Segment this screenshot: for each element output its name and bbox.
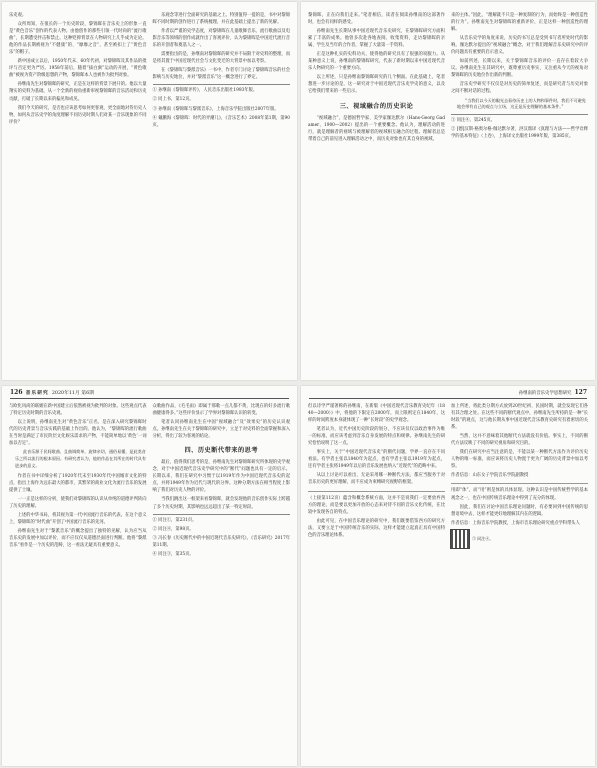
paragraph: 笔者认同孙继南先生在中国“视域融合”及“效果史”的历史认识观点。孙继南先生在关于黎锦晖的研究中，立足于对史料的全面掌握和深入分析，得出了较为客观的结论。 — [152, 420, 290, 440]
paragraph: 孙继南先生对黎锦晖的研究，正是在这样的背景下展开的。他以大量翔实的史料为基础，从一个全新的视角重新审视黎锦晖的音乐活动和历史贡献，打破了长期以来的偏见和成见。 — [9, 82, 147, 102]
paragraph: 作者以严谨的史学态度，对黎锦晖在儿童歌舞音乐、流行歌曲以及电影音乐等领域的创作成就作出了客观评价，认为黎锦晖是中国近代流行音乐的开创者和奠基人之一。 — [152, 29, 290, 49]
column-right — [451, 12, 588, 145]
column-right — [153, 12, 291, 131]
qr-footnote-row — [451, 530, 588, 548]
paragraph: 众歌曲作品，《毛毛雨》即属于那歌一点儿都不黄，比现在的好多流行歌曲健康得多。”这些评价显示了学界对黎锦晖认识的转变。 — [152, 404, 290, 417]
author-note: 作者信息：上海音乐学院教授，上海市音乐理论研究重点学科带头人 — [451, 520, 580, 526]
paragraph: 乐史观。 — [9, 13, 27, 18]
paragraph: 以上所述，只是孙继南黎锦晖研究的几个侧面。在此基础上，笔者想进一步讨论的是，这一研究对于中国近现代音乐史学史的意义，以及它给我们带来的一些启示。 — [308, 75, 445, 95]
page-bottom-right — [301, 386, 595, 766]
block-quote: “当我们以今天的眼光去看待历史上的人物和事件时，我们不可避免地会带有自己的观点与立场，这正是历史理解的基本条件。” — [457, 97, 586, 110]
paragraph: 我们今天的研究，是否也应该思考如何更客观、更全面地对待历史人物，如何从音乐史学的角度理解不同历史时期人们对某一音乐现象的不同评价？ — [9, 105, 147, 125]
column-left — [308, 403, 445, 548]
paragraph: 孙继南先生对于“黎派音乐”的概念提出了独特的见解，认为应当从音乐史的发展中加以评价，而不应仅仅从道德层面进行判断。他将“黎派音乐”看作是一个历史的范畴，这一看法无疑具有重要意义。 — [9, 529, 147, 549]
paragraph: 需要指出的是，孙继南对黎锦晖的研究并不局限于对史料的整理，而是将其置于中国近现代社会与文化变迁的大背景中加以考察。 — [152, 52, 290, 65]
paragraph: 最后，值得我们思考的是，孙继南先生对黎锦晖研究所体现的史学观念，对于中国近现代音乐史学研究中的“断代”问题也具有一定的启示。长期以来，我们在研究中习惯于以1919年作为中国近现代音乐史的起点，并将1949年作为近代与现代的分界。这种分期方法在相当程度上影响了我们对历史人物的评价。 — [152, 460, 290, 494]
paragraph: 从以上讨论可以看出，无论采用哪一种断代方法，都应当服务于对音乐历史的更好理解，而不应成为束缚研究视野的框架。 — [308, 473, 445, 486]
paragraph: 以上说明，孙继南先生对“黄色音乐”正名，是在深入研究黎锦晖时代的历史背景与音乐实践的基础上作出的。他认为，“黎锦晖的流行歌曲在当时是满足了市民阶层文化娱乐需求的产物，不能简单地以‘黄色’一词加以否定”。 — [9, 420, 147, 447]
footnote: ① 孙继南《黎锦晖评传》，人民音乐出版社1993年版。 — [152, 88, 258, 94]
text-columns — [308, 12, 588, 145]
text-columns — [308, 403, 588, 548]
running-title: 孙继南的音乐史学思想研究 — [518, 390, 572, 396]
column-left — [9, 403, 147, 560]
page-top-right — [301, 2, 595, 380]
paragraph: 乐观念等进行全面研究的基础之上。特别值得一提的是，书中对黎锦晖不同时期的创作进行了系统梳理，并在此基础上提出了新的见解。 — [152, 13, 290, 26]
footnote: ② 同上书，第12页。 — [152, 97, 194, 103]
paragraph: 事实上，关于“中国近现代音乐史”的断代问题，学界一直存在不同看法。有学者主张以1840年为起点，也有学者主张以1919年为起点，还有学者主张将1949年以后的音乐发展也纳入“近现代”的范畴中来。 — [308, 450, 445, 470]
paragraph: 由此可见，在中国音乐理论的研究中，我们既要借鉴西方的研究方法，又要立足于中国传统音乐的实际，这样才能建立起真正具有中国特色的音乐理论体系。 — [308, 518, 445, 538]
author-note: 作者信息：山东女子学院音乐学院副教授 — [451, 473, 529, 479]
footnote: ③ 同注④。 — [472, 535, 494, 541]
paragraph: 当然，这并不意味着其他断代方法就没有价值。事实上，不同的断代方法反映了不同的研究视角和研究目的。 — [451, 434, 588, 447]
header-left — [10, 388, 94, 399]
column-left — [308, 12, 445, 145]
column-right — [451, 403, 588, 548]
paragraph: “视域融合”，是德国哲学家、美学家伽达默尔（Hans-Georg Gadamer，1900—2002）提出的一个重要概念。他认为，理解活动的进行，就是理解者的视域与被理解者的视域相互融合的过程。理解者总是带着自己的前见进入理解活动之中，而历史对象也有其自身的视域。 — [308, 115, 445, 142]
paragraph: （上接第112页）蕴含和概念系统方面，这并不是说我们一定要放弃西方的理论，而是要以更加开放的心态来对待不同的音乐文化传统，在比较中发现各自的特点。 — [308, 495, 445, 515]
issue-label: 2020年11月 第6期 — [51, 390, 94, 396]
paragraph: 我们在研究中应当注意的是，不能以某一种断代方法作为评价历史人物的唯一标准，而应该将历史人物置于更为广阔的历史背景中加以考察。 — [451, 450, 588, 470]
paragraph: 加上所述，将此类分期方式放到20世纪初、民国时期，就会发现它们各有其合理之处。在这些不同的断代观点中，孙继南先生所持的是一种“长时段”的观点，这与他长期从事中国近现代音乐教育史研究有着密切的关系。 — [451, 404, 588, 431]
page-top-left — [2, 2, 297, 380]
paragraph: 一一正是这样的分析，使我们对黎锦晖的认识从单纯的道德评判转向了历史的理解。 — [9, 497, 147, 510]
column-left — [9, 12, 147, 131]
divider — [308, 491, 445, 492]
qr-code-icon — [451, 530, 469, 548]
section-title: 四、历史断代带来的思考 — [184, 447, 259, 455]
paragraph: 作者在书中详细分析了1920年代末至1930年代中国城市文化的特点，指出上海作为远东最大的都市，其繁荣的商业文化为流行音乐的发展提供了土壤。 — [9, 474, 147, 494]
section-title: 三、视域融合的历史识论 — [339, 102, 414, 110]
footnotes — [153, 84, 291, 128]
block-quote: 此音乐源于民间歌曲、且曲调简单，旋律亲切，通俗易懂，是此类音乐之所以流行的根本原因。有研究者认为，他的作品在其所在的时代具有进步的意义。 — [15, 449, 146, 469]
divider — [451, 483, 588, 484]
paragraph: 孙继南先生长期从事中国近现代音乐史研究，在黎锦晖研究方面积累了丰富的成果。他曾多次赴各地查阅、收集资料，走访黎锦晖的亲属、学生及当年的合作者，掌握了大量第一手资料。 — [308, 29, 445, 49]
page-header — [309, 388, 587, 399]
footnote: ① 同注④，第245页。 — [451, 118, 495, 124]
footnote: ① 同注①，第231页。 — [152, 517, 197, 523]
paragraph: 与欧化风尚的联姻在新中国建立后依然被视为批判的对象。这些观点代表了特定历史时期的音乐史观。 — [9, 404, 147, 417]
page-header — [10, 388, 289, 399]
footnotes — [451, 114, 588, 140]
paragraph: 笔者认为，近代中国历史阶段的划分，不应该仅仅以政治事件为唯一的标准，而应该考虑到音乐自身发展的特点和规律。孙继南先生的研究恰恰说明了这一点。 — [308, 427, 445, 447]
paragraph: 黎锦晖，正在向我们走来。”笔者相信，读者在阅读孙继南的这部著作时，也会有同样的感受。 — [308, 13, 445, 26]
page-bottom-left — [2, 386, 297, 766]
text-columns — [9, 403, 290, 560]
text-columns — [9, 12, 290, 131]
paragraph: 但以诗学严谨著称的孙继南，在新版《中国近现代音乐教育史纪年（1840—2000）》中，将他的下限定在2000年，而上限则定在1840年，这样的时间跨度本身就体现了一种“长时段”的史学观念。 — [308, 404, 445, 424]
paragraph: 从音乐史学的角度来说，历史的书写总是受到书写者所处时代的影响。伽达默尔提出的“视域融合”概念，对于我们理解音乐史研究中的评价问题具有重要的启示意义。 — [451, 36, 588, 56]
page-number: 127 — [574, 388, 587, 396]
paragraph: 用即“体”，而“用”则是体的具体显现。这种认识是中国传统哲学的基本观念之一，也在中国传统音乐理论中得到了充分的体现。 — [451, 488, 588, 501]
paragraph: 在《黎锦晖与黎派音乐》一书中，作者专门讨论了黎锦晖音乐的社会影响与历史地位，并对“黎派音乐”这一概念进行了界定。 — [152, 68, 290, 81]
footnote: ③ 冯长春《历史断代中的中国近现代音乐史研究》，《音乐研究》2017年第11期。 — [152, 535, 290, 548]
paragraph: 众所周知，在很长的一个历史阶段，黎锦晖在音乐史上的形象一直是“黄色音乐”创作的代表人物。由他创作的那些引领一代时尚的“流行歌曲”，长期遭受抨击和禁止。这种贬抑背景在人物研究上几乎成为定论。他的作品长期被视为“不健康”的、“靡靡之音”，甚至被扣上了“黄色音乐”的帽子。 — [9, 22, 147, 56]
footnote: ③ 孙继南《黎锦晖与黎派音乐》，上海音乐学院出版社2007年版。 — [152, 106, 279, 112]
paragraph: 如前所述，长期以来，关于黎锦晖音乐的评价一直存在着较大争议。孙继南先生在其研究中，既尊重历史事实，又注重从今天的视角对黎锦晖的历史地位作出新的判断。 — [451, 59, 588, 79]
header-right — [519, 388, 587, 399]
paragraph: 正是这种扎实的史料功夫，使得他的研究具有了很强的说服力。从某种意义上说，孙继南的黎锦晖研究，代表了新时期以来中国近现代音乐人物研究的一个重要方向。 — [308, 52, 445, 72]
column-right — [153, 403, 291, 560]
journal-name: 音乐研究 — [25, 389, 49, 396]
footnote: ④ 同注③，第35页。 — [152, 551, 194, 557]
paragraph: 来的主体。”因此，“理解就不只是一种复制的行为，而始终是一种创造性的行为”。孙继南先生对黎锦晖的重新评价，正是这样一种创造性的理解。 — [451, 13, 588, 33]
paragraph: 因此，我们在讨论中国音乐理论问题时，有必要回到中国传统的思想语境中去，这样才能更好地理解其内在的逻辑。 — [451, 504, 588, 517]
footnote: ④ 戴鹏海《黎锦晖：时代的弄潮儿》，《音乐艺术》2008年第1期，第90页。 — [152, 115, 290, 128]
page-number: 126 — [10, 388, 23, 396]
paragraph: 当我们跳出这一框架来看黎锦晖，就会发现他的音乐创作实际上跨越了多个历史时期，其影响也远远超出了某一特定时段。 — [152, 497, 290, 510]
footnote: ② [德]汉斯-格奥尔格·伽达默尔著，洪汉鼎译《真理与方法——哲学诠释学的基本特征》（上卷），上海译文出版社1999年版，第385页。 — [451, 127, 588, 140]
footnotes — [153, 514, 291, 558]
paragraph: 新中国成立以后，1950年代末、60年代初，对黎锦晖及其作品的批评与否定更为严厉。1958年前后，随着“拔白旗”运动的开展，“黄色歌曲”被视为资产阶级思想的产物，黎锦晖本人也被作为批判对象。 — [9, 59, 147, 79]
footnote: ② 同注④，第98页。 — [152, 526, 194, 532]
paragraph: 上述的中华书局，将其视为第一代中国流行音乐的代表。在这个意义上，黎锦晖的“时代曲”开创了中国流行音乐的先河。 — [9, 513, 147, 526]
paragraph: 音乐史学研究不仅仅是对历史的简单复述，而是研究者与历史对象之间不断对话的过程。 — [451, 82, 588, 95]
